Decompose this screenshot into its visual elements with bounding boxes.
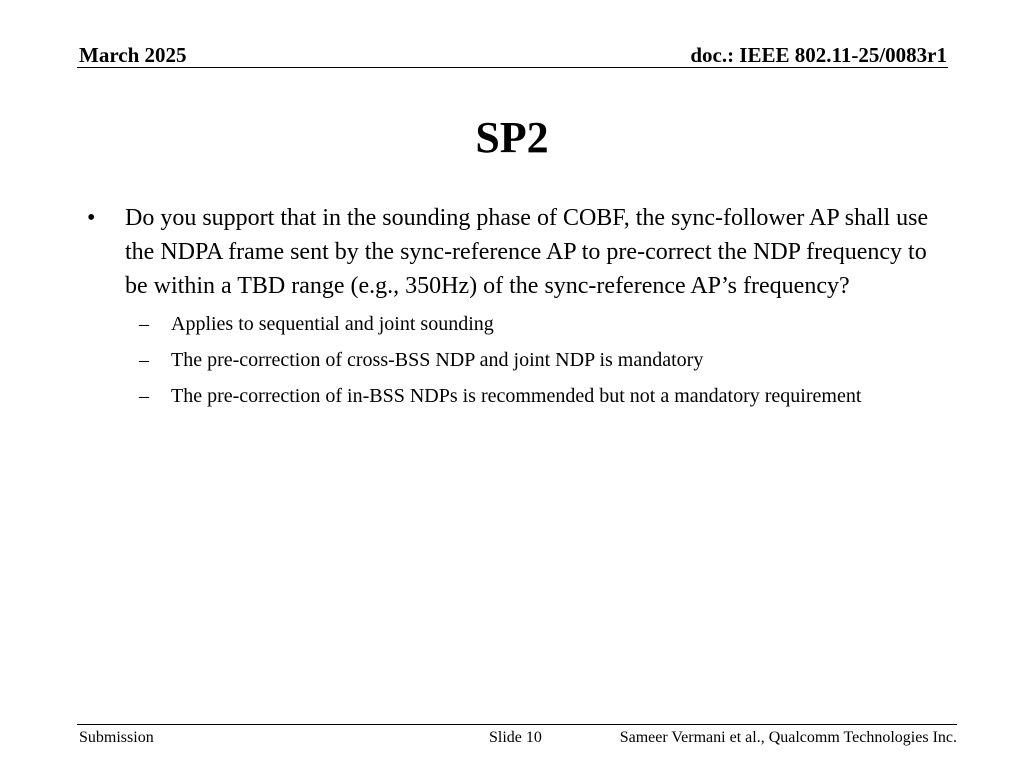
main-bullet-text: Do you support that in the sounding phase of COBF, the sync-follower AP shall use the NDPA frame sent by the sync-reference AP to pre-correct the NDP frequency to be within a TBD range (e.g., 350Hz) of the sync-reference AP’s frequency?	[125, 205, 929, 299]
slide-content	[87, 201, 947, 411]
sub-bullet-text: The pre-correction of in-BSS NDPs is recommended but not a mandatory requirement	[171, 385, 862, 407]
sub-bullet-text: Applies to sequential and joint sounding	[171, 313, 494, 335]
header-doc-id: doc.: IEEE 802.11-25/0083r1	[690, 43, 947, 67]
sub-bullet-text: The pre-correction of cross-BSS NDP and joint NDP is mandatory	[171, 349, 704, 371]
sub-bullet-1	[87, 309, 947, 339]
main-bullet	[87, 201, 947, 303]
footer-authors: Sameer Vermani et al., Qualcomm Technologies Inc.	[619, 729, 957, 746]
sub-bullet-2	[87, 345, 947, 375]
sub-bullet-3	[87, 381, 947, 411]
slide-title: SP2	[475, 113, 549, 162]
sub-bullet-marker: –	[139, 313, 149, 335]
footer-slide-number: Slide 10	[489, 729, 542, 746]
footer-submission: Submission	[79, 729, 154, 746]
bullet-marker: •	[87, 205, 96, 231]
header-date: March 2025	[79, 43, 187, 67]
sub-bullet-marker: –	[139, 349, 149, 371]
header-divider	[77, 67, 948, 68]
footer-divider	[77, 724, 957, 725]
sub-bullet-marker: –	[139, 385, 149, 407]
